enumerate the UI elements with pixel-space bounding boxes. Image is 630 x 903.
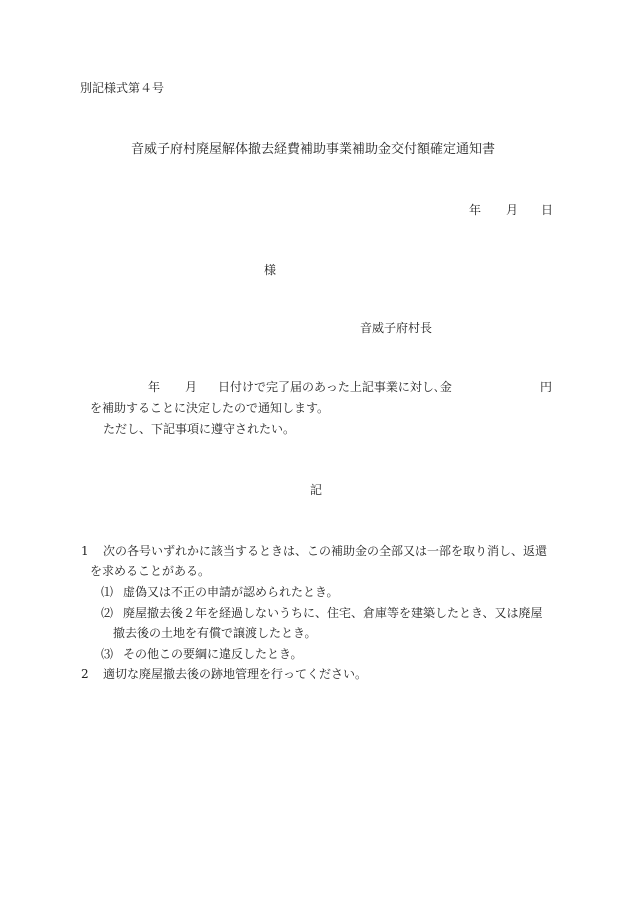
date-year: 年 [469, 203, 482, 217]
sub2-number: ⑵ [101, 606, 114, 620]
addressee-suffix: 様 [264, 263, 277, 277]
sub1-text: 虚偽又は不正の申請が認められたとき。 [123, 585, 339, 599]
sub3-number: ⑶ [101, 647, 114, 661]
issuer: 音威子府村長 [360, 321, 433, 335]
sub2-text: 廃屋撤去後２年を経過しないうちに、住宅、倉庫等を建築したとき、又は廃屋 [123, 606, 543, 620]
form-number: 別記様式第４号 [80, 81, 165, 95]
date-month: 月 [506, 203, 519, 217]
body-line2: を補助することに決定したので通知します。 [90, 401, 330, 415]
sub3-text: その他この要綱に違反したとき。 [123, 647, 303, 661]
date-day: 日 [541, 203, 554, 217]
item1-text: 次の各号いずれかに該当するときは、この補助金の全部又は一部を取り消し、返還 [103, 544, 548, 558]
body-month: 月 [185, 380, 198, 394]
body-line3: ただし、下記事項に遵守されたい。 [103, 422, 296, 436]
item2-number: 2 [81, 667, 89, 681]
item1-number: 1 [81, 544, 89, 558]
document-title: 音威子府村廃屋解体撤去経費補助事業補助金交付額確定通知書 [131, 142, 496, 157]
sub1-number: ⑴ [101, 585, 114, 599]
body-yen: 円 [540, 380, 553, 394]
item2-text: 適切な廃屋撤去後の跡地管理を行ってください。 [103, 667, 368, 681]
sub2-continuation: 撤去後の土地を有償で譲渡したとき。 [113, 626, 317, 640]
body-year: 年 [148, 380, 161, 394]
ki-heading: 記 [310, 483, 323, 497]
item1-continuation: を求めることがある。 [90, 564, 211, 578]
body-line1: 日付けで完了届のあった上記事業に対し､金 [218, 380, 452, 394]
